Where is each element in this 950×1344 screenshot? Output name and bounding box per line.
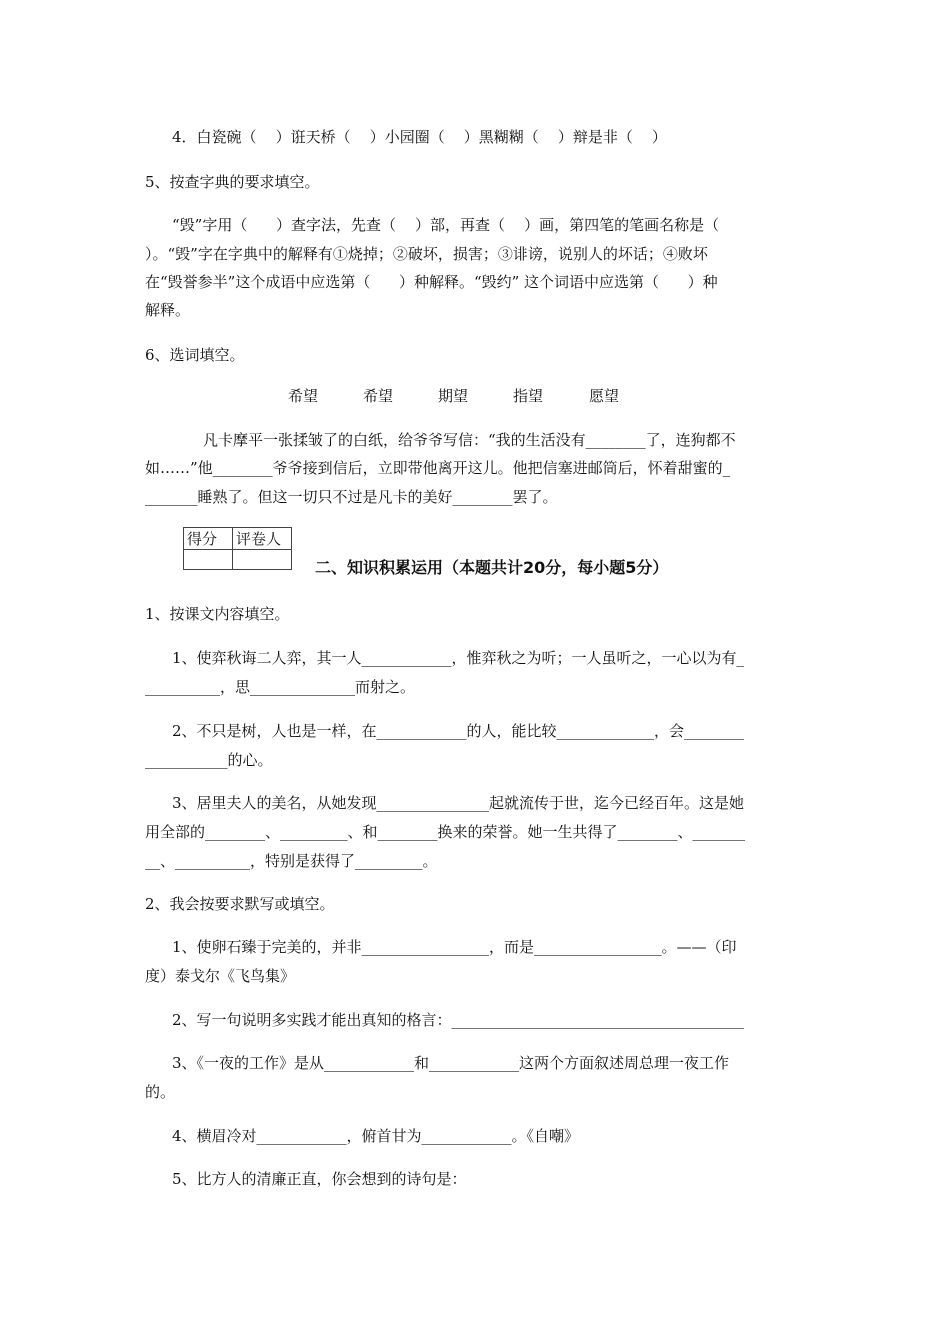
q4-line: 4．白瓷碗（ ）诳天桥（ ）小园圈（ ）黑糊糊（ ）辩是非（ ） [172, 128, 667, 146]
grader-label: 评卷人 [233, 528, 292, 550]
s2-q1-line: 2、不只是树，人也是一样，在____________的人，能比较_____________，会________ [172, 722, 745, 740]
s2-q1-line: __________，思______________而射之。 [145, 678, 416, 696]
score-cell [184, 550, 233, 570]
section-title: 二、知识积累运用（本题共计20分，每小题5分） [315, 558, 669, 577]
s2-q1-line: 用全部的________、_________、和________换来的荣誉。她一生共得了________、_______ [145, 823, 746, 841]
s2-q1-heading: 1、按课文内容填空。 [145, 605, 290, 623]
s2-q1-line: ___________的心。 [145, 751, 273, 769]
s2-q1-line: 3、居里夫人的美名，从她发现_______________起就流传于世，迄今已经百年。这是她 [172, 794, 745, 812]
s2-q2-heading: 2、我会按要求默写或填空。 [145, 895, 335, 913]
score-box [183, 527, 292, 570]
q6-passage-line: 如……”他________爷爷接到信后，立即带他离开这儿。他把信塞进邮筒后，怀着甜蜜的_ [145, 459, 731, 477]
score-label: 得分 [184, 528, 233, 550]
word-choice: 期望 [438, 387, 469, 405]
q6-heading: 6、选词填空。 [145, 346, 245, 364]
s2-q2-line: 3、《一夜的工作》是从____________和____________这两个方面叙述周总理一夜工作 [172, 1054, 730, 1072]
word-choice: 希望 [288, 387, 319, 405]
s2-q2-line: 5、比方人的清廉正直，你会想到的诗句是： [172, 1170, 467, 1188]
q5-text-line: “毁”字用（ ）查字法，先查（ ）部，再查（ ）画，第四笔的笔画名称是（ [172, 216, 720, 234]
word-choice: 指望 [513, 387, 544, 405]
s2-q2-line: 度）泰戈尔《飞鸟集》 [145, 967, 296, 985]
word-choice: 愿望 [589, 387, 620, 405]
s2-q2-line: 1、使卵石臻于完美的，并非_________________，而是_________________。——（印 [172, 938, 737, 956]
s2-q2-line: 2、写一句说明多实践才能出真知的格言：_______________________________________ [172, 1011, 745, 1029]
s2-q2-line: 的。 [145, 1083, 176, 1101]
s2-q1-line: 1、使弈秋诲二人弈，其一人____________，惟弈秋之为听；一人虽听之，一心以为有_ [172, 649, 745, 667]
s2-q2-line: 4、横眉冷对____________，俯首甘为____________。《自嘲》 [172, 1127, 580, 1145]
s2-q1-line: __、__________，特别是获得了_________。 [145, 852, 438, 870]
q5-heading: 5、按查字典的要求填空。 [145, 173, 320, 191]
q5-text-line: 解释。 [145, 301, 191, 319]
q6-passage-line: _______睡熟了。但这一切只不过是凡卡的美好________罢了。 [145, 488, 558, 506]
q5-text-line: ）。“毁”字在字典中的解释有①烧掉；②破坏，损害；③诽谤，说别人的坏话；④败坏 [145, 245, 708, 263]
grader-cell [233, 550, 292, 570]
q5-text-line: 在“毁誉参半”这个成语中应选第（ ）种解释。“毁约” 这个词语中应选第（ ）种 [145, 273, 718, 291]
q6-passage-line: 凡卡摩平一张揉皱了的白纸，给爷爷写信：“我的生活没有________了，连狗都不 [203, 431, 736, 449]
word-choice: 希望 [363, 387, 394, 405]
